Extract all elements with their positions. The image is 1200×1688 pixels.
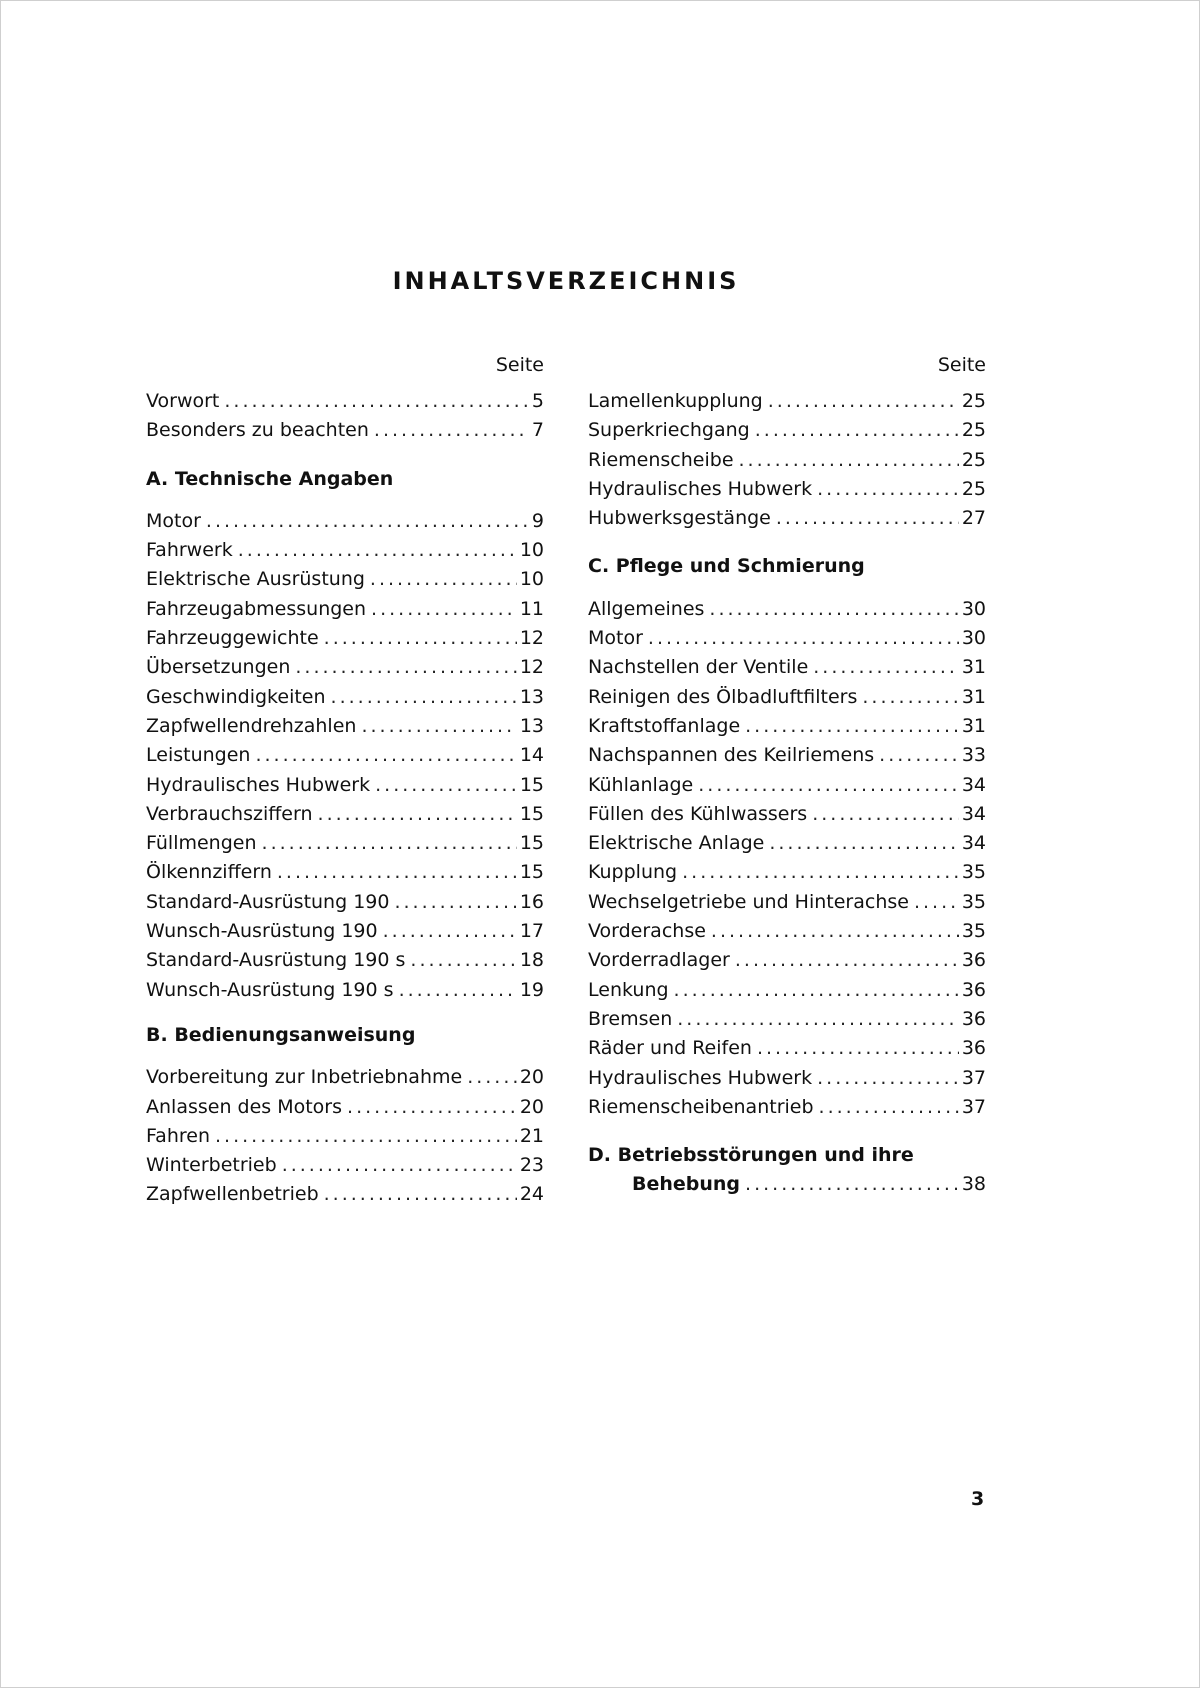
leader-dots <box>206 507 529 536</box>
toc-entry[interactable] <box>146 976 544 1005</box>
toc-entry-label: Wunsch-Ausrüstung 190 s <box>146 978 394 1001</box>
toc-entry-page: 30 <box>961 627 986 650</box>
toc-entry-page: 10 <box>519 539 544 562</box>
toc-entry-label: Wechselgetriebe und Hinterachse <box>588 890 909 913</box>
toc-entry-page: 13 <box>519 685 544 708</box>
toc-entry-page: 24 <box>519 1183 544 1206</box>
leader-dots <box>371 595 517 624</box>
toc-entry[interactable] <box>146 683 544 712</box>
section-heading-a: A. Technische Angaben <box>146 467 394 490</box>
section-heading-b: B. Bedienungsanweisung <box>146 1023 416 1046</box>
leader-dots <box>813 653 959 682</box>
leader-dots <box>769 829 958 858</box>
leader-dots <box>361 712 516 741</box>
toc-entry[interactable] <box>588 683 986 712</box>
leader-dots <box>255 741 516 770</box>
toc-entry-label: Kupplung <box>588 861 678 884</box>
toc-entry-label: Fahrwerk <box>146 539 233 562</box>
toc-entry-label: Elektrische Anlage <box>588 832 765 855</box>
toc-entry[interactable] <box>146 712 544 741</box>
page-title: INHALTSVERZEICHNIS <box>392 267 740 295</box>
toc-entry-label: Hydraulisches Hubwerk <box>146 773 371 796</box>
leader-dots <box>370 565 517 594</box>
toc-entry-page: 19 <box>519 978 544 1001</box>
toc-entry-label: Fahrzeuggewichte <box>146 627 319 650</box>
leader-dots <box>324 624 517 653</box>
leader-dots <box>277 858 517 887</box>
toc-entry-page: 31 <box>961 714 986 737</box>
leader-dots <box>745 712 959 741</box>
toc-entry-page: 20 <box>519 1066 544 1089</box>
toc-entry-label: Bremsen <box>588 1007 673 1030</box>
leader-dots <box>879 741 959 770</box>
toc-entry-page: 27 <box>961 507 986 530</box>
toc-entry-page: 15 <box>519 773 544 796</box>
toc-entry[interactable] <box>588 446 986 475</box>
toc-entry[interactable] <box>588 1034 986 1063</box>
toc-entry-label: Allgemeines <box>588 597 705 620</box>
toc-entry-label: Motor <box>588 627 643 650</box>
toc-entry-label: Zapfwellenbetrieb <box>146 1183 319 1206</box>
toc-entry[interactable] <box>588 416 986 445</box>
leader-dots <box>224 387 529 416</box>
toc-entry-label: Füllen des Kühlwassers <box>588 802 808 825</box>
toc-entry-page: 13 <box>519 714 544 737</box>
leader-dots <box>674 976 959 1005</box>
toc-entry-page: 36 <box>961 978 986 1001</box>
toc-entry-page: 18 <box>519 949 544 972</box>
toc-entry[interactable] <box>146 653 544 682</box>
toc-entry-page: 11 <box>519 597 544 620</box>
toc-entry[interactable] <box>588 1064 986 1093</box>
leader-dots <box>862 683 958 712</box>
toc-entry[interactable] <box>588 653 986 682</box>
toc-entry[interactable] <box>588 800 986 829</box>
toc-entry-page: 25 <box>961 390 986 412</box>
toc-entry-page: 34 <box>961 832 986 855</box>
seite-header: Seite <box>937 354 986 376</box>
toc-entry-label: Kraftstoffanlage <box>588 714 741 737</box>
leader-dots <box>648 624 959 653</box>
toc-entry-label: Ölkennziffern <box>146 861 272 884</box>
toc-left-column <box>146 350 544 1210</box>
toc-entry-page: 33 <box>961 744 986 767</box>
toc-entry-page: 10 <box>519 568 544 591</box>
toc-entry[interactable] <box>588 1093 986 1122</box>
toc-entry-label: Übersetzungen <box>146 656 291 679</box>
leader-dots <box>735 946 959 975</box>
toc-entry[interactable] <box>146 858 544 887</box>
toc-entry[interactable] <box>146 771 544 800</box>
toc-entry-page: 5 <box>531 390 544 412</box>
toc-entry[interactable] <box>146 416 544 445</box>
toc-entry[interactable] <box>588 917 986 946</box>
toc-entry-label: Superkriechgang <box>588 419 750 442</box>
leader-dots <box>375 771 517 800</box>
toc-entry-label: Winterbetrieb <box>146 1154 277 1177</box>
seite-header: Seite <box>495 354 544 376</box>
toc-entry-page: 37 <box>961 1066 986 1089</box>
toc-entry[interactable] <box>588 771 986 800</box>
toc-entry-page: 30 <box>961 597 986 620</box>
toc-entry-page: 25 <box>961 477 986 500</box>
leader-dots <box>324 1180 517 1209</box>
leader-dots <box>410 946 516 975</box>
toc-entry-page: 15 <box>519 832 544 855</box>
toc-entry-page: 34 <box>961 773 986 796</box>
toc-entry-page: 23 <box>519 1154 544 1177</box>
toc-entry[interactable] <box>146 536 544 565</box>
toc-entry[interactable] <box>588 829 986 858</box>
toc-entry-label: Vorderradlager <box>588 949 730 972</box>
toc-right-column <box>588 350 986 1200</box>
leader-dots <box>709 595 958 624</box>
toc-entry-label: Reinigen des Ölbadluftfilters <box>588 685 858 708</box>
leader-dots <box>776 504 959 533</box>
toc-entry[interactable] <box>146 565 544 594</box>
leader-dots <box>347 1093 517 1122</box>
toc-entry-page: 36 <box>961 1037 986 1060</box>
toc-entry-label: Besonders zu beachten <box>146 419 369 442</box>
toc-intro-list <box>588 387 986 533</box>
leader-dots <box>262 829 517 858</box>
leader-dots <box>318 800 517 829</box>
toc-entry-page: 35 <box>961 861 986 884</box>
toc-entry[interactable] <box>146 917 544 946</box>
toc-entry-label: Anlassen des Motors <box>146 1095 343 1118</box>
leader-dots <box>757 1034 959 1063</box>
leader-dots <box>812 800 959 829</box>
toc-section-b-list <box>146 1063 544 1209</box>
toc-entry-page: 12 <box>519 627 544 650</box>
toc-entry-label: Hydraulisches Hubwerk <box>588 1066 813 1089</box>
leader-dots <box>817 475 959 504</box>
toc-entry-page: 14 <box>519 744 544 767</box>
toc-entry-label: Riemenscheibe <box>588 448 734 471</box>
toc-entry-page: 15 <box>519 802 544 825</box>
toc-entry[interactable] <box>588 712 986 741</box>
toc-entry[interactable] <box>588 624 986 653</box>
toc-entry[interactable] <box>588 946 986 975</box>
toc-entry-label: Füllmengen <box>146 832 257 855</box>
section-heading-d: D. Betriebsstörungen und ihre <box>588 1144 914 1167</box>
toc-entry-label: Geschwindigkeiten <box>146 685 326 708</box>
toc-entry-label: Nachstellen der Ventile <box>588 656 809 679</box>
toc-entry[interactable] <box>146 888 544 917</box>
leader-dots <box>282 1151 517 1180</box>
leader-dots <box>215 1122 517 1151</box>
toc-entry-label: Hydraulisches Hubwerk <box>588 477 813 500</box>
toc-intro-list <box>146 387 544 446</box>
toc-entry[interactable] <box>146 829 544 858</box>
toc-entry[interactable] <box>146 1122 544 1151</box>
toc-entry-page: 17 <box>519 920 544 943</box>
toc-entry[interactable] <box>588 504 986 533</box>
toc-entry-label: Räder und Reifen <box>588 1037 752 1060</box>
leader-dots <box>698 771 959 800</box>
toc-entry-page: 31 <box>961 685 986 708</box>
toc-entry[interactable] <box>588 595 986 624</box>
toc-entry[interactable] <box>146 507 544 536</box>
toc-entry-label: Behebung <box>632 1173 741 1196</box>
toc-entry-page: 37 <box>961 1095 986 1118</box>
leader-dots <box>819 1093 959 1122</box>
toc-entry-page: 31 <box>961 656 986 679</box>
toc-entry-label: Nachspannen des Keilriemens <box>588 744 875 767</box>
toc-entry-label: Vorwort <box>146 390 220 412</box>
toc-entry-page: 25 <box>961 419 986 442</box>
toc-entry-page: 38 <box>961 1173 986 1196</box>
toc-entry[interactable] <box>146 624 544 653</box>
toc-section-c-list <box>588 595 986 1122</box>
leader-dots <box>374 416 529 445</box>
toc-entry-label: Zapfwellendrehzahlen <box>146 714 357 737</box>
toc-entry[interactable] <box>146 741 544 770</box>
toc-entry[interactable] <box>146 800 544 829</box>
toc-entry-label: Vorbereitung zur Inbetriebnahme <box>146 1066 463 1089</box>
leader-dots <box>331 683 517 712</box>
toc-entry-label: Standard-Ausrüstung 190 s <box>146 949 406 972</box>
toc-entry-page: 21 <box>519 1124 544 1147</box>
toc-entry-label: Fahren <box>146 1124 210 1147</box>
toc-entry[interactable] <box>588 387 986 416</box>
leader-dots <box>711 917 959 946</box>
leader-dots <box>467 1063 517 1092</box>
toc-entry-label: Standard-Ausrüstung 190 <box>146 890 390 913</box>
leader-dots <box>295 653 516 682</box>
toc-entry[interactable] <box>146 595 544 624</box>
leader-dots <box>739 446 959 475</box>
leader-dots <box>755 416 959 445</box>
toc-entry-label: Kühlanlage <box>588 773 694 796</box>
toc-entry[interactable] <box>146 1151 544 1180</box>
leader-dots <box>383 917 517 946</box>
leader-dots <box>677 1005 959 1034</box>
leader-dots <box>394 888 516 917</box>
leader-dots <box>238 536 517 565</box>
toc-entry[interactable] <box>146 1093 544 1122</box>
section-heading-c: C. Pflege und Schmierung <box>588 555 865 578</box>
toc-entry[interactable] <box>146 1180 544 1209</box>
toc-entry-page: 35 <box>961 920 986 943</box>
toc-entry-page: 25 <box>961 448 986 471</box>
toc-entry-page: 36 <box>961 949 986 972</box>
leader-dots <box>399 976 517 1005</box>
toc-entry[interactable] <box>588 976 986 1005</box>
toc-entry-label: Fahrzeugabmessungen <box>146 597 367 620</box>
toc-entry-page: 35 <box>961 890 986 913</box>
toc-entry-page: 16 <box>519 890 544 913</box>
toc-entry[interactable] <box>146 946 544 975</box>
toc-entry-label: Motor <box>146 509 201 532</box>
toc-entry-label: Vorderachse <box>588 920 706 943</box>
toc-entry[interactable] <box>146 1063 544 1092</box>
toc-entry[interactable] <box>588 1170 986 1199</box>
toc-entry-page: 34 <box>961 802 986 825</box>
toc-entry-label: Lamellenkupplung <box>588 390 763 412</box>
page-number: 3 <box>971 1488 985 1510</box>
toc-entry[interactable] <box>588 888 986 917</box>
toc-entry-page: 9 <box>531 509 544 532</box>
toc-entry-label: Leistungen <box>146 744 251 767</box>
toc-entry-label: Verbrauchsziffern <box>146 802 313 825</box>
leader-dots <box>768 387 959 416</box>
toc-entry-page: 20 <box>519 1095 544 1118</box>
toc-entry-label: Riemenscheibenantrieb <box>588 1095 814 1118</box>
toc-entry-page: 7 <box>531 419 544 442</box>
leader-dots <box>817 1064 959 1093</box>
leader-dots <box>914 888 959 917</box>
toc-entry-label: Lenkung <box>588 978 669 1001</box>
toc-section-a-list <box>146 507 544 1005</box>
toc-entry-label: Elektrische Ausrüstung <box>146 568 365 591</box>
toc-entry-page: 36 <box>961 1007 986 1030</box>
toc-entry[interactable] <box>146 387 544 416</box>
toc-entry-page: 12 <box>519 656 544 679</box>
toc-entry-label: Hubwerksgestänge <box>588 507 771 530</box>
toc-entry-label: Wunsch-Ausrüstung 190 <box>146 920 378 943</box>
toc-entry[interactable] <box>588 741 986 770</box>
toc-entry[interactable] <box>588 475 986 504</box>
toc-entry[interactable] <box>588 858 986 887</box>
leader-dots <box>682 858 959 887</box>
toc-entry[interactable] <box>588 1005 986 1034</box>
leader-dots <box>745 1170 959 1199</box>
toc-entry-page: 15 <box>519 861 544 884</box>
